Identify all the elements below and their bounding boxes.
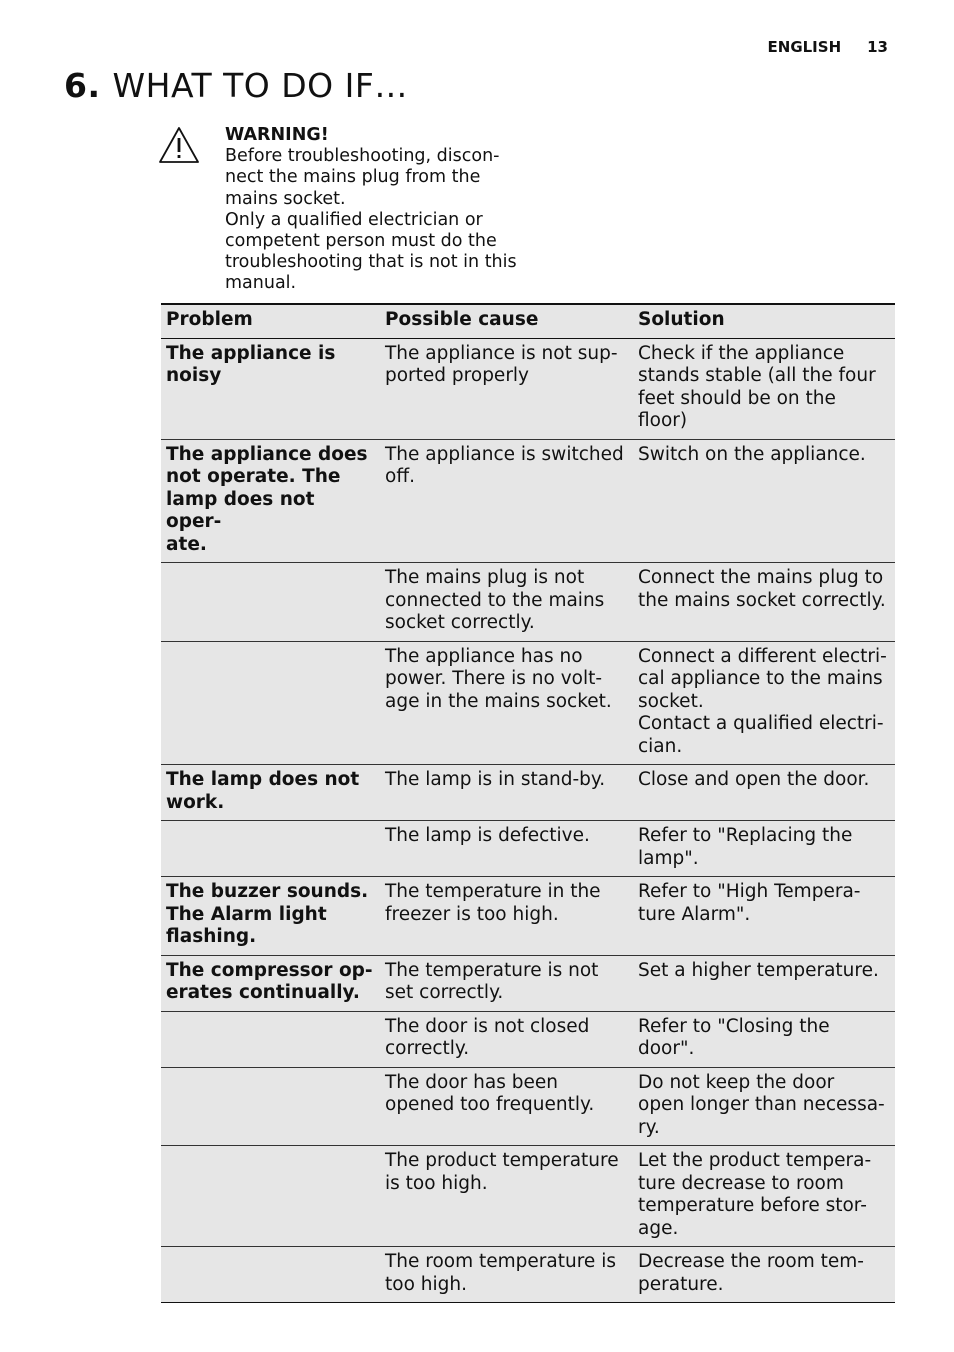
solution-line: Let the product tempera- <box>638 1150 872 1171</box>
solution-line: cian. <box>638 735 683 757</box>
problem-cell <box>161 1067 380 1146</box>
cause-line: too high. <box>385 1273 467 1295</box>
problem-line: The appliance does <box>166 443 368 465</box>
solution-line: Refer to "Closing the <box>638 1015 830 1037</box>
warning-title: WARNING! <box>225 125 329 145</box>
warning-line: Before troubleshooting, discon- <box>225 146 500 167</box>
solution-cell <box>633 1146 895 1247</box>
problem-line: The lamp does not <box>166 769 360 790</box>
warning-line: Only a qualified electrician or <box>225 209 483 230</box>
warning-line: mains socket. <box>225 188 346 209</box>
warning-block <box>225 125 525 295</box>
problem-cell <box>161 1011 380 1067</box>
problem-line: work. <box>166 791 225 813</box>
solution-cell <box>633 821 895 877</box>
table-row <box>161 821 895 877</box>
cause-cell <box>380 1067 633 1146</box>
cause-cell <box>380 338 633 439</box>
header-possible-cause: Possible cause <box>380 304 633 338</box>
solution-line: Refer to "High Tempera- <box>638 881 861 902</box>
problem-cell <box>161 877 380 956</box>
problem-cell <box>161 1146 380 1247</box>
solution-cell <box>633 563 895 642</box>
warning-line: troubleshooting that is not in this <box>225 252 517 273</box>
solution-line: Check if the appliance <box>638 342 845 364</box>
table-row <box>161 641 895 765</box>
solution-line: Decrease the room tem- <box>638 1251 864 1272</box>
solution-cell <box>633 641 895 765</box>
warning-line: nect the mains plug from the <box>225 167 481 188</box>
table-row <box>161 338 895 439</box>
solution-line: age. <box>638 1217 679 1239</box>
solution-line: Switch on the appliance. <box>638 443 866 465</box>
problem-line: The buzzer sounds. <box>166 881 369 902</box>
solution-cell <box>633 955 895 1011</box>
cause-line: freezer is too high. <box>385 903 559 925</box>
solution-line: Connect a different electri- <box>638 645 887 667</box>
cause-cell <box>380 641 633 765</box>
cause-cell <box>380 1146 633 1247</box>
cause-line: off. <box>385 466 415 487</box>
cause-line: correctly. <box>385 1038 470 1059</box>
solution-line: socket. <box>638 690 704 712</box>
solution-cell <box>633 439 895 563</box>
table-row <box>161 1146 895 1247</box>
table-row <box>161 563 895 642</box>
table-row <box>161 877 895 956</box>
cause-cell <box>380 1011 633 1067</box>
cause-cell <box>380 563 633 642</box>
problem-line: The Alarm light <box>166 903 327 925</box>
section-title-text: WHAT TO DO IF… <box>112 66 408 105</box>
solution-line: feet should be on the <box>638 387 836 409</box>
cause-line: The door is not closed <box>385 1015 590 1037</box>
cause-line: The lamp is in stand-by. <box>385 769 606 790</box>
cause-cell <box>380 439 633 563</box>
cause-cell <box>380 1247 633 1303</box>
warning-line: competent person must do the <box>225 231 497 252</box>
solution-cell <box>633 877 895 956</box>
solution-line: open longer than necessa- <box>638 1094 885 1115</box>
table-row <box>161 1067 895 1146</box>
solution-line: ture Alarm". <box>638 903 751 925</box>
problem-cell <box>161 955 380 1011</box>
problem-cell <box>161 1247 380 1303</box>
solution-line: the mains socket correctly. <box>638 589 886 611</box>
cause-line: connected to the mains <box>385 589 605 611</box>
cause-line: power. There is no volt- <box>385 668 603 689</box>
cause-cell <box>380 877 633 956</box>
table-row <box>161 439 895 563</box>
cause-line: The door has been <box>385 1071 558 1093</box>
cause-line: The mains plug is not <box>385 567 585 588</box>
cause-line: The room temperature is <box>385 1251 616 1272</box>
cause-line: The temperature is not <box>385 959 599 981</box>
solution-line: Connect the mains plug to <box>638 567 884 588</box>
solution-cell <box>633 338 895 439</box>
cause-line: The lamp is defective. <box>385 825 590 846</box>
problem-line: ate. <box>166 533 207 555</box>
cause-line: is too high. <box>385 1172 488 1194</box>
section-title <box>64 66 408 105</box>
table-row <box>161 1247 895 1303</box>
table-row <box>161 955 895 1011</box>
solution-line: Close and open the door. <box>638 769 870 790</box>
cause-line: age in the mains socket. <box>385 690 612 712</box>
cause-line: socket correctly. <box>385 612 535 633</box>
cause-line: set correctly. <box>385 982 504 1003</box>
header-problem: Problem <box>161 304 380 338</box>
header-solution: Solution <box>633 304 895 338</box>
problem-cell <box>161 821 380 877</box>
language-label: ENGLISH <box>767 38 842 56</box>
warning-line: manual. <box>225 273 297 294</box>
page-header <box>768 38 888 56</box>
solution-line: lamp". <box>638 847 699 869</box>
warning-text <box>225 146 525 294</box>
solution-line: temperature before stor- <box>638 1195 867 1216</box>
cause-line: opened too frequently. <box>385 1094 595 1115</box>
problem-line: erates continually. <box>166 982 360 1003</box>
cause-cell <box>380 955 633 1011</box>
solution-line: ry. <box>638 1116 660 1138</box>
cause-line: The product temperature <box>385 1150 619 1171</box>
problem-cell <box>161 765 380 821</box>
problem-line: flashing. <box>166 926 257 947</box>
solution-line: ture decrease to room <box>638 1172 844 1194</box>
solution-line: door". <box>638 1038 695 1059</box>
solution-cell <box>633 1067 895 1146</box>
cause-line: The temperature in the <box>385 881 601 902</box>
page-number: 13 <box>867 38 888 56</box>
solution-line: cal appliance to the mains <box>638 668 883 689</box>
solution-line: Contact a qualified electri- <box>638 713 884 734</box>
table-row <box>161 765 895 821</box>
solution-line: floor) <box>638 410 688 431</box>
cause-line: ported properly <box>385 365 530 386</box>
problem-cell <box>161 439 380 563</box>
problem-line: lamp does not oper- <box>166 488 315 532</box>
table-header-row <box>161 304 895 338</box>
cause-line: The appliance is switched <box>385 443 624 465</box>
solution-line: Refer to "Replacing the <box>638 825 853 846</box>
cause-line: The appliance has no <box>385 645 583 667</box>
problem-cell <box>161 563 380 642</box>
solution-cell <box>633 765 895 821</box>
troubleshooting-table <box>161 303 895 1303</box>
cause-cell <box>380 765 633 821</box>
solution-cell <box>633 1011 895 1067</box>
solution-line: stands stable (all the four <box>638 365 876 386</box>
problem-line: noisy <box>166 365 222 386</box>
cause-line: The appliance is not sup- <box>385 342 618 364</box>
table-row <box>161 1011 895 1067</box>
problem-line: not operate. The <box>166 466 341 487</box>
solution-cell <box>633 1247 895 1303</box>
problem-line: The appliance is <box>166 342 336 364</box>
problem-cell <box>161 641 380 765</box>
solution-line: Set a higher temperature. <box>638 959 879 981</box>
problem-line: The compressor op- <box>166 959 373 981</box>
problem-cell <box>161 338 380 439</box>
solution-line: perature. <box>638 1273 724 1295</box>
cause-cell <box>380 821 633 877</box>
solution-line: Do not keep the door <box>638 1071 835 1093</box>
section-number: 6. <box>64 66 101 105</box>
warning-triangle-icon <box>158 126 200 164</box>
